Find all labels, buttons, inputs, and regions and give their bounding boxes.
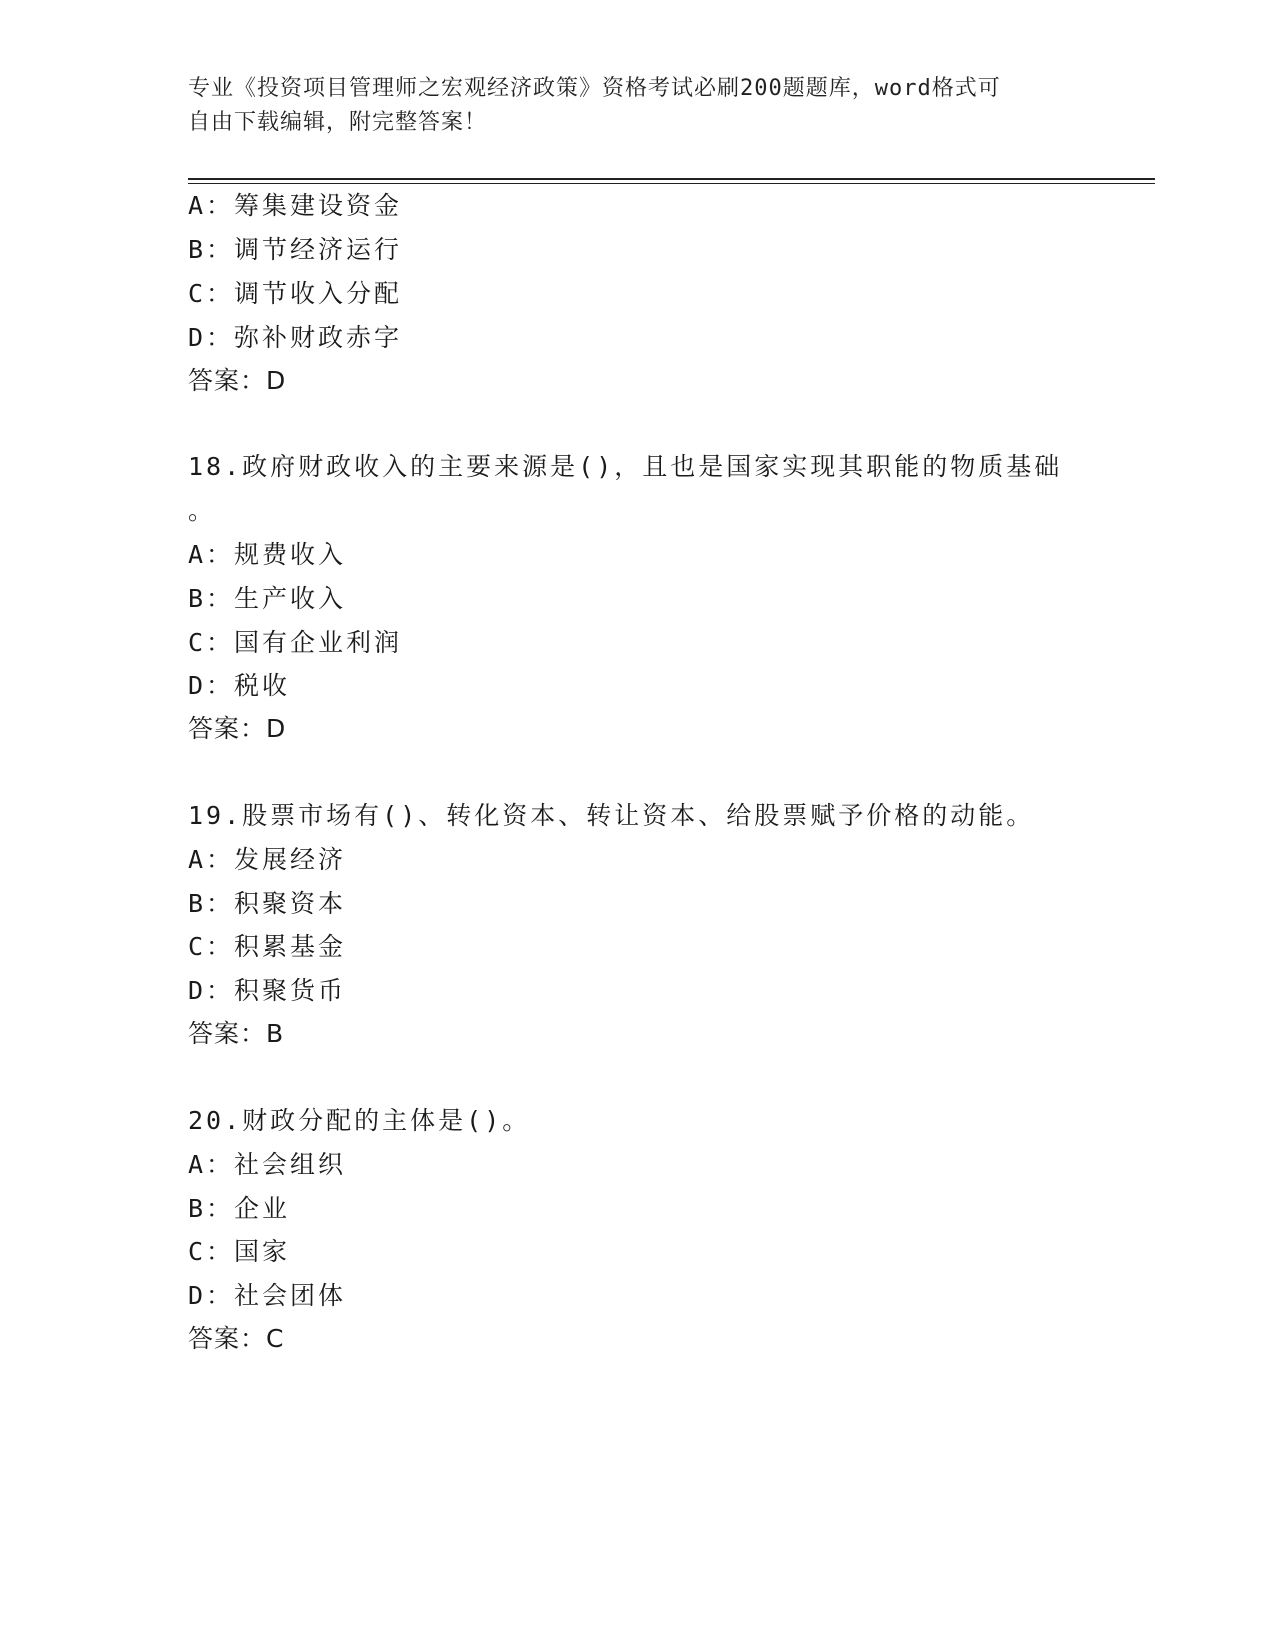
q20-option-c: C：国家 (188, 1237, 291, 1266)
q19-option-c: C：积累基金 (188, 932, 347, 961)
header-line-2: 自由下载编辑，附完整答案！ (188, 110, 488, 135)
q17-answer: 答案：D (188, 366, 287, 395)
q18-question-cont: 。 (188, 496, 217, 525)
q20-option-b: B：企业 (188, 1194, 291, 1223)
document-header (188, 72, 1088, 140)
q18-option-d: D：税收 (188, 671, 291, 700)
header-line-1: 专业《投资项目管理师之宏观经济政策》资格考试必刷200题题库，word格式可 (188, 76, 1001, 101)
q18-option-b: B：生产收入 (188, 584, 347, 613)
q17-option-d: D：弥补财政赤字 (188, 323, 403, 352)
q20-answer: 答案：C (188, 1324, 285, 1353)
q19-option-b: B：积聚资本 (188, 889, 347, 918)
q19-option-a: A：发展经济 (188, 845, 347, 874)
header-divider-thin (188, 183, 1155, 184)
q19-option-d: D：积聚货币 (188, 976, 347, 1005)
q18-option-a: A：规费收入 (188, 540, 347, 569)
q20-question: 20.财政分配的主体是()。 (188, 1106, 531, 1135)
q19-answer: 答案：B (188, 1019, 285, 1048)
q18-question: 18.政府财政收入的主要来源是()，且也是国家实现其职能的物质基础 (188, 452, 1063, 481)
q20-option-d: D：社会团体 (188, 1281, 347, 1310)
q17-option-b: B：调节经济运行 (188, 235, 403, 264)
q18-answer: 答案：D (188, 714, 287, 743)
q20-option-a: A：社会组织 (188, 1150, 347, 1179)
q17-option-a: A：筹集建设资金 (188, 191, 403, 220)
q17-option-c: C：调节收入分配 (188, 279, 403, 308)
q18-option-c: C：国有企业利润 (188, 628, 403, 657)
header-divider-thick (188, 178, 1155, 180)
q19-question: 19.股票市场有()、转化资本、转让资本、给股票赋予价格的动能。 (188, 801, 1035, 830)
